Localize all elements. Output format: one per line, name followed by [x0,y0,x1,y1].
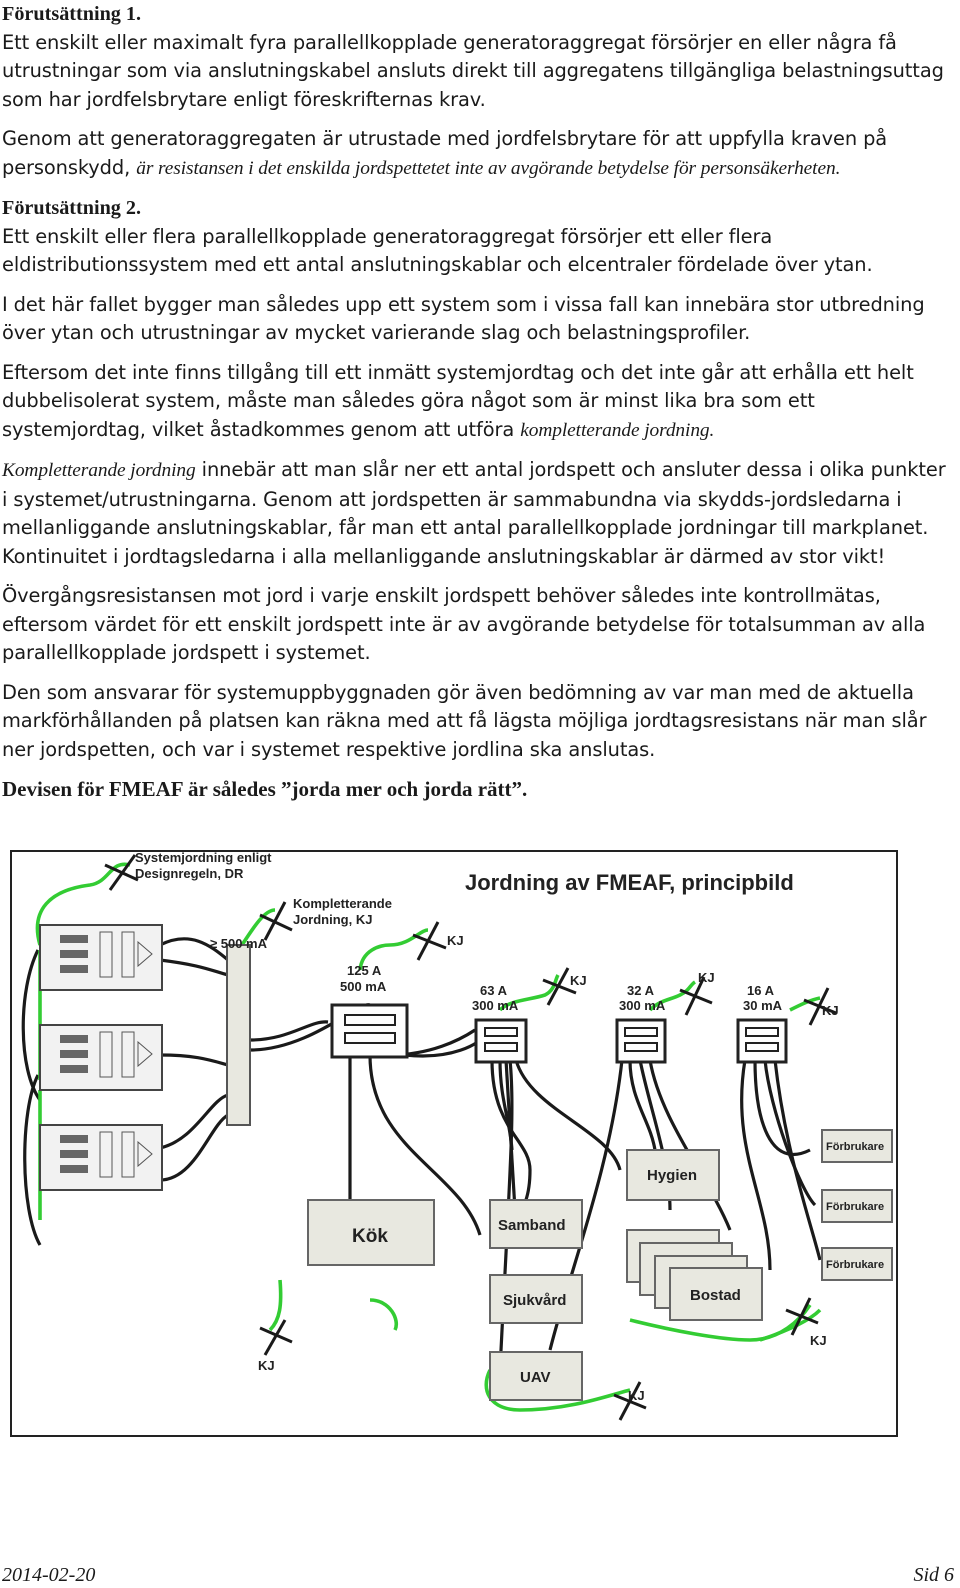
paragraph: I det här fallet bygger man således upp ett system som i vissa fall kan innebära stor utbredning över ytan och utrustningar av mycket varierande slag och belastningsprofiler. [2,292,925,344]
panel-63a [476,1020,526,1062]
motto: Devisen för FMEAF är således ”jorda mer och jorda rätt”. [2,777,528,801]
label-forbrukare: Förbrukare [826,1201,885,1213]
paragraph: Övergångsresistansen mot jord i varje enskilt jordspett behöver således inte kontrollmätas, eftersom värdet för ett enskilt jordspett inte är av avgörande betydelse för totalsumman av alla parallellkopplade jordspett i systemet. [2,584,926,664]
footer-page-number: Sid 6 [913,1564,954,1586]
panel-125a [332,1005,407,1057]
panel4-rating: 16 A [747,983,774,998]
paragraph-text: Genom att generatoraggregaten är utrustade med jordfelsbrytare för att uppfylla kraven på personskydd, [2,127,888,179]
label-kj: KJ [447,933,464,948]
label-kj: KJ [810,1333,827,1348]
label-kj: KJ [822,1003,839,1018]
generator-1 [40,925,162,990]
panel4-rcd: 30 mA [743,998,783,1013]
paragraph-italic: Kompletterande jordning [2,460,196,481]
paragraph [2,359,952,446]
panel3-rating: 32 A [627,983,654,998]
label-kj: KJ [258,1358,275,1373]
paragraph [2,125,952,183]
footer-date: 2014-02-20 [2,1564,96,1586]
label-uav: UAV [520,1369,551,1386]
paragraph [2,456,952,571]
label-kj: KJ [628,1388,645,1403]
label-kok: Kök [352,1226,388,1247]
label-bostad: Bostad [690,1287,741,1304]
label-kj: KJ [570,973,587,988]
label-samband: Samband [498,1217,566,1234]
label-hygien: Hygien [647,1167,698,1184]
paragraph: Ett enskilt eller maximalt fyra parallellkopplade generatoraggregat försörjer en eller några få utrustningar som via anslutningskabel ansluts direkt till aggregatens tillgängliga belastningsuttag som har jordfelsbrytare enligt föreskrifternas krav. [2,30,944,111]
paragraph-italic: kompletterande jordning. [520,419,715,441]
panel-16a [738,1020,786,1062]
heading-forutsattning-1: Förutsättning 1. [2,3,142,25]
body-text [2,0,952,815]
panel2-rcd: 300 mA [472,998,519,1013]
label-kompletterande: Kompletterande [293,896,392,911]
generator-3 [40,1125,162,1190]
label-systemjordning: Systemjordning enligt [135,850,272,865]
label-main-breaker: ≥ 500 mA [210,936,267,951]
diagram-svg [10,850,908,1440]
label-kompletterande-2: Jordning, KJ [293,912,373,927]
label-forbrukare: Förbrukare [826,1141,885,1153]
panel-32a [617,1020,665,1062]
paragraph: Den som ansvarar för systemuppbyggnaden gör även bedömning av var man med de aktuella markförhållanden på platsen kan räkna med att få lägsta möjliga jordtagsresistans när man slår ner jordspetten, och var i systemet respektive jordlina ska anslutas. [2,680,927,761]
panel2-rating: 63 A [480,983,507,998]
label-forbrukare: Förbrukare [826,1259,885,1271]
panel3-rcd: 300 mA [619,998,666,1013]
diagram-title: Jordning av FMEAF, principbild [465,870,794,895]
paragraph: Ett enskilt eller flera parallellkopplade generatoraggregat försörjer ett eller flera eldistributionssystem med ett antal anslutningskablar och elcentraler fördelade över ytan. [2,224,873,276]
paragraph-text: Eftersom det inte finns tillgång till ett inmätt systemjordtag och det inte går att erhålla ett helt dubbelisolerat system, måste man således göra något som är minst lika bra som ett systemjordtag, vilket åstadkommes genom att utföra [2,360,914,441]
grounding-diagram [10,850,908,1440]
generator-2 [40,1025,162,1090]
main-breaker [227,945,250,1125]
generator-units [40,925,162,1190]
panel1-rating: 125 A [347,963,382,978]
panel1-rcd: 500 mA [340,979,387,994]
label-sjukvard: Sjukvård [503,1292,567,1309]
heading-forutsattning-2: Förutsättning 2. [2,197,142,219]
paragraph-italic: är resistansen i det enskilda jordspettetet inte av avgörande betydelse för personsäkerheten. [136,157,841,179]
label-kj: KJ [698,970,715,985]
paragraph-text: innebär att man slår ner ett antal jordspett och ansluter dessa i olika punkter i systemet/utrustningarna. Genom att jordspetten är sammabundna via skydds-jordsledarna i mellanliggande anslutningskablar, får man ett antal parallellkopplade jordningar till markplanet. Kontinuitet i jordtagsledarna i alla mellanliggande anslutningskablar är därmed av stor vikt! [2,458,946,568]
label-systemjordning-2: Designregeln, DR [135,866,244,881]
